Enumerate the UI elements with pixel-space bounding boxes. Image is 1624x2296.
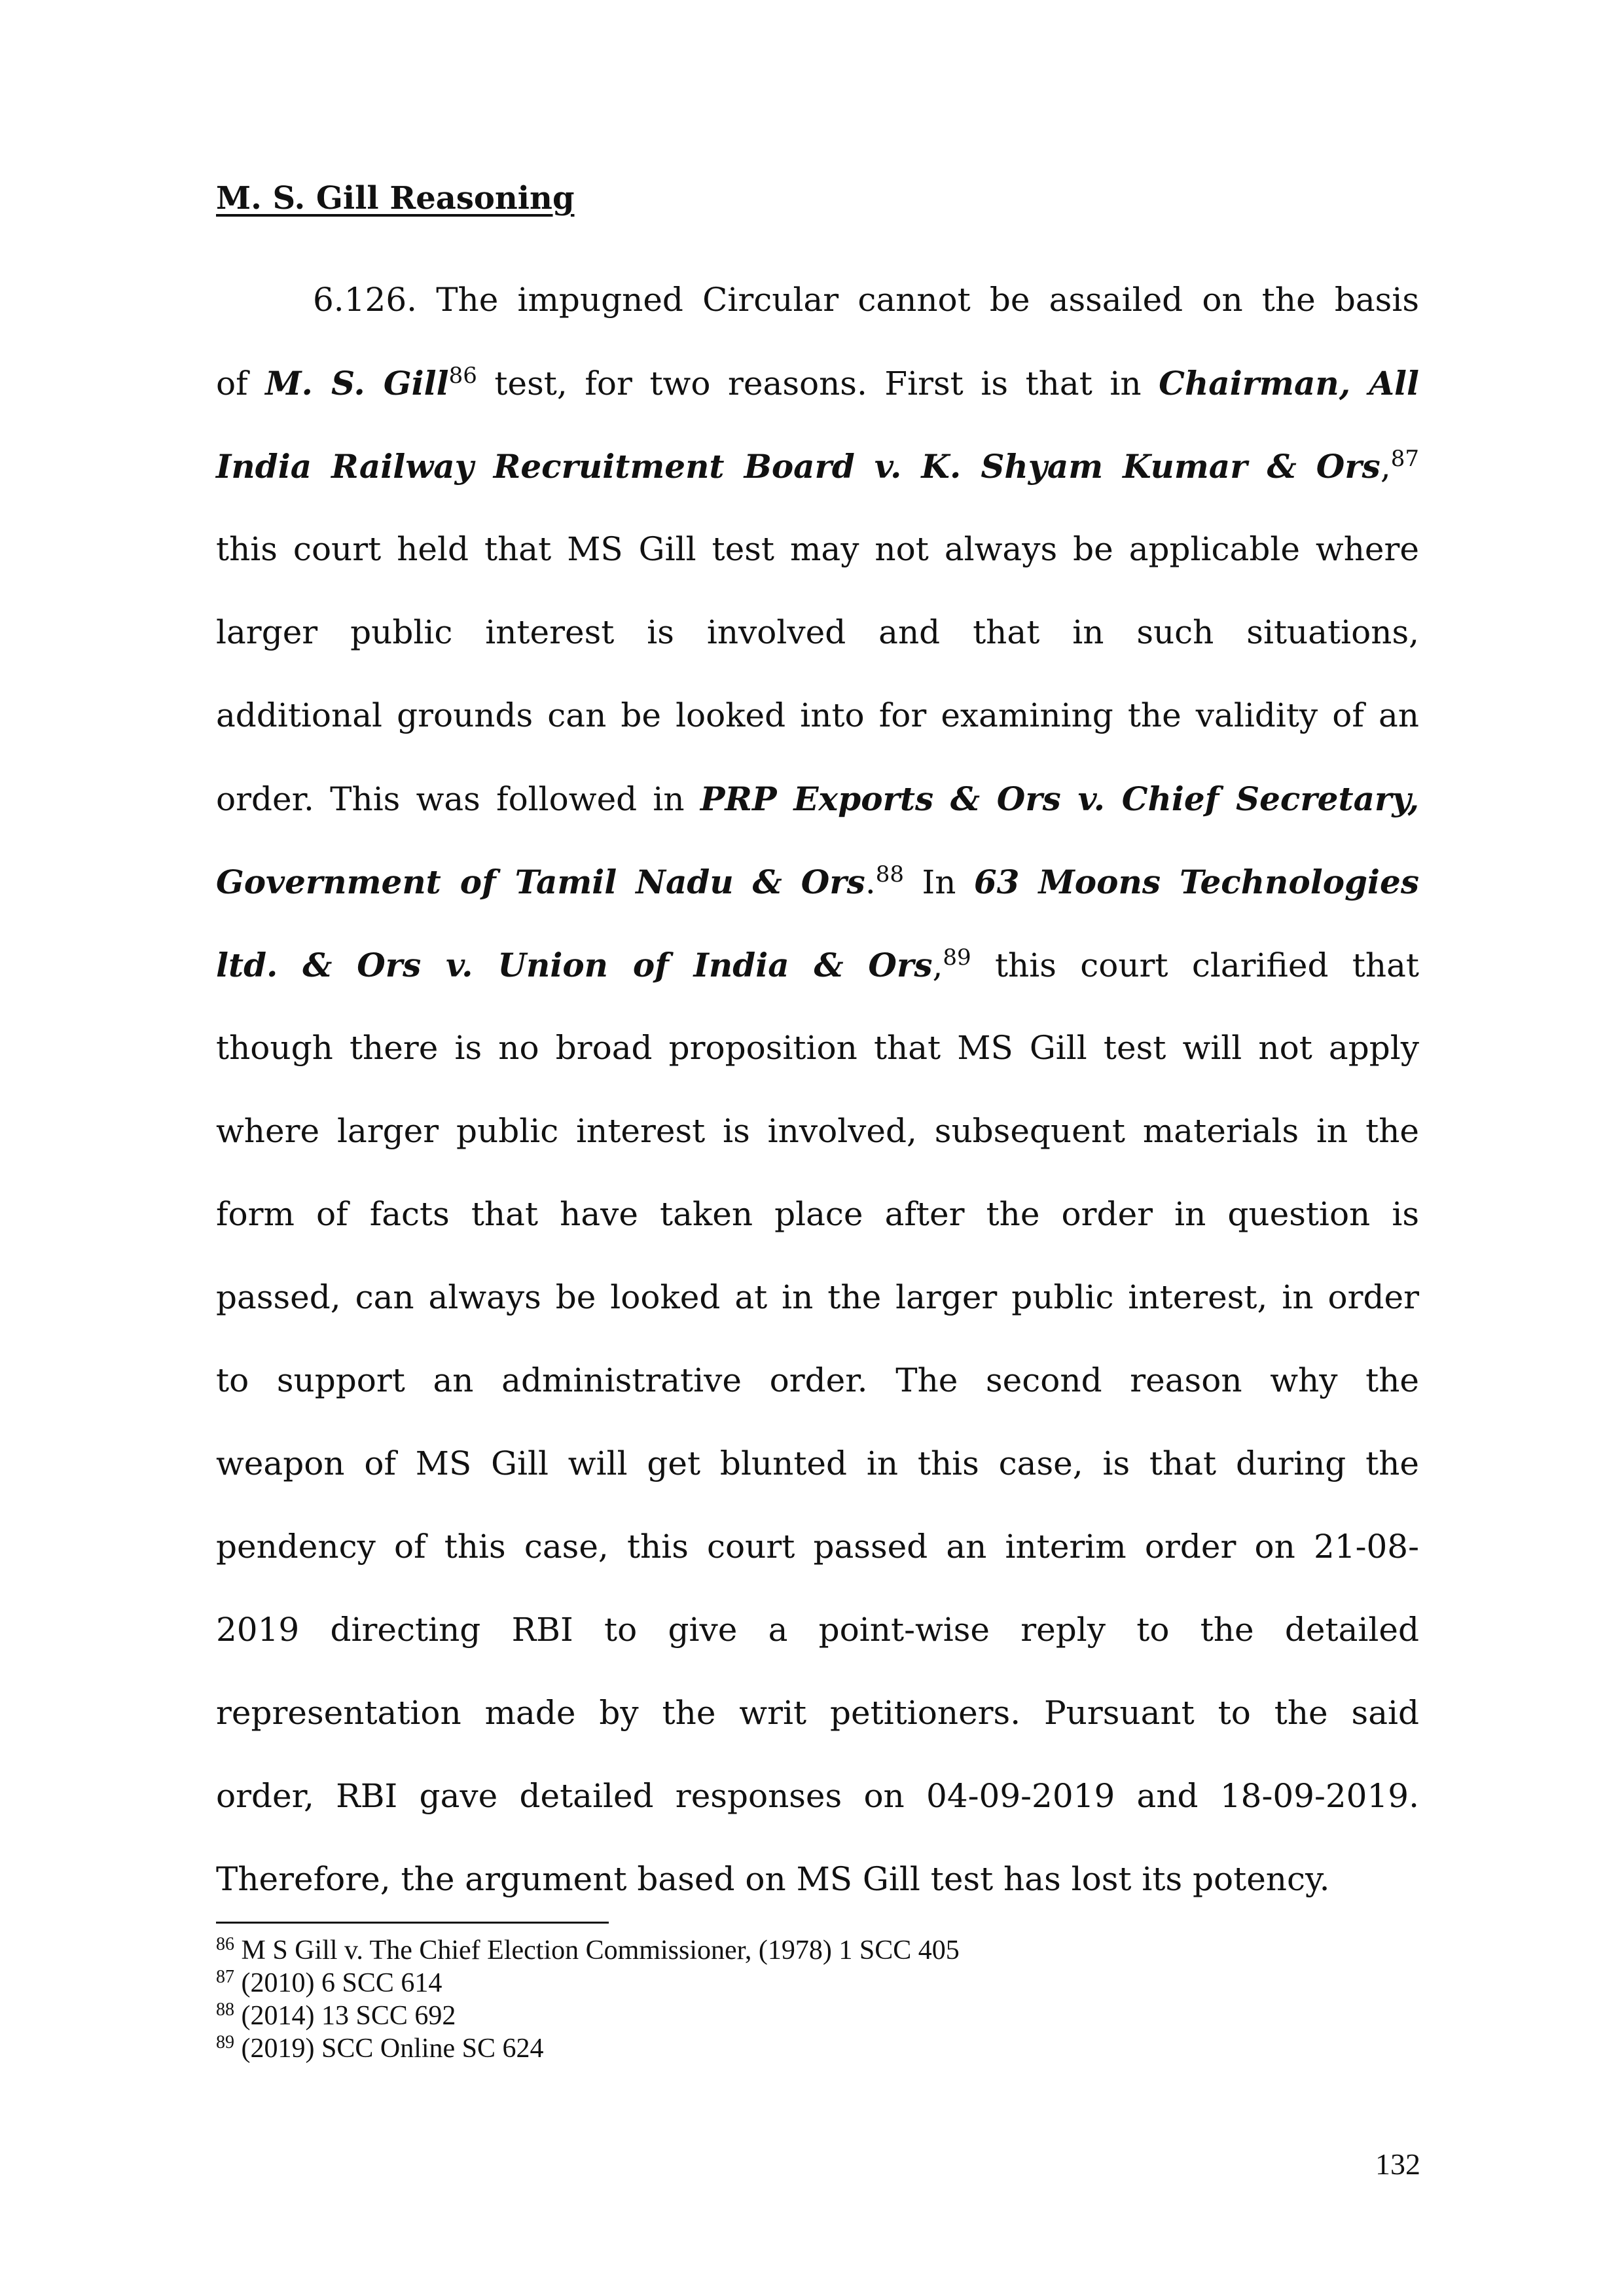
paragraph-line bbox=[216, 1256, 1419, 1339]
footnotes bbox=[216, 1934, 960, 2065]
paragraph-line bbox=[216, 591, 1419, 674]
case-citation: 63 Moons Technologies bbox=[973, 863, 1420, 901]
footnote-item bbox=[216, 1934, 960, 1967]
paragraph-line bbox=[216, 757, 1419, 840]
footnote-text: (2014) 13 SCC 692 bbox=[234, 2001, 456, 2031]
case-citation: Chairman, All bbox=[1159, 364, 1419, 403]
footnote-text: (2019) SCC Online SC 624 bbox=[234, 2034, 544, 2064]
paragraph-line bbox=[216, 1755, 1419, 1838]
case-citation: Government of Tamil Nadu & Ors bbox=[216, 863, 865, 901]
case-citation: M. S. Gill bbox=[265, 364, 449, 403]
paragraph-line bbox=[216, 674, 1419, 757]
paragraph-line bbox=[216, 1007, 1419, 1090]
paragraph-line bbox=[216, 342, 1419, 425]
footnote-ref: 89 bbox=[943, 944, 971, 971]
text-run: form of facts that have taken place after the order in question is bbox=[216, 1195, 1419, 1233]
text-run: pendency of this case, this court passed an interim order on 21-08- bbox=[216, 1528, 1419, 1566]
text-run: this court held that MS Gill test may not always be applicable where bbox=[216, 530, 1419, 568]
footnote-number: 87 bbox=[216, 1967, 234, 1987]
footnote-item bbox=[216, 1967, 960, 2000]
paragraph-line bbox=[216, 425, 1419, 508]
text-run: . bbox=[865, 863, 876, 901]
text-run: representation made by the writ petitioners. Pursuant to the said bbox=[216, 1694, 1419, 1732]
footnote-text: (2010) 6 SCC 614 bbox=[234, 1968, 442, 1998]
text-run: larger public interest is involved and that in such situations, bbox=[216, 613, 1419, 651]
text-run: passed, can always be looked at in the larger public interest, in order bbox=[216, 1278, 1419, 1316]
footnote-item bbox=[216, 2032, 960, 2065]
footnote-item bbox=[216, 2000, 960, 2032]
paragraph-line bbox=[216, 1422, 1419, 1505]
text-run: this court clarified that bbox=[971, 946, 1419, 984]
paragraph-line bbox=[216, 1505, 1419, 1588]
text-run: weapon of MS Gill will get blunted in this case, is that during the bbox=[216, 1444, 1419, 1482]
text-run: additional grounds can be looked into for examining the validity of an bbox=[216, 696, 1419, 734]
footnote-separator bbox=[216, 1922, 609, 1924]
footnote-number: 86 bbox=[216, 1934, 234, 1954]
paragraph-line bbox=[216, 1090, 1419, 1173]
text-run: , bbox=[932, 946, 943, 984]
paragraph-line bbox=[216, 508, 1419, 591]
text-run: Therefore, the argument based on MS Gill test has lost its potency. bbox=[216, 1860, 1330, 1898]
case-citation: ltd. & Ors v. Union of India & Ors bbox=[216, 946, 933, 984]
section-heading: M. S. Gill Reasoning bbox=[216, 180, 575, 217]
paragraph-line bbox=[216, 924, 1419, 1007]
text-run: order. This was followed in bbox=[216, 780, 700, 818]
page-number: 132 bbox=[1375, 2147, 1420, 2181]
paragraph-line bbox=[216, 1838, 1419, 1921]
footnote-ref: 87 bbox=[1390, 446, 1419, 472]
text-run: In bbox=[904, 863, 974, 901]
case-citation: India Railway Recruitment Board v. K. Shyam Kumar & Ors bbox=[216, 447, 1380, 486]
footnote-ref: 86 bbox=[448, 363, 477, 389]
body-paragraph bbox=[216, 259, 1419, 1921]
text-run: , bbox=[1380, 448, 1391, 486]
text-run: where larger public interest is involved, subsequent materials in the bbox=[216, 1112, 1419, 1150]
footnote-number: 88 bbox=[216, 2000, 234, 2020]
text-run: order, RBI gave detailed responses on 04-09-2019 and 18-09-2019. bbox=[216, 1777, 1419, 1815]
footnote-ref: 88 bbox=[875, 861, 904, 888]
text-run: 6.126. The impugned Circular cannot be assailed on the basis bbox=[313, 281, 1419, 319]
paragraph-line bbox=[216, 1588, 1419, 1672]
text-run: 2019 directing RBI to give a point-wise reply to the detailed bbox=[216, 1611, 1419, 1649]
text-run: of bbox=[216, 365, 266, 403]
footnote-text: M S Gill v. The Chief Election Commissioner, (1978) 1 SCC 405 bbox=[234, 1935, 960, 1965]
text-run: though there is no broad proposition that MS Gill test will not apply bbox=[216, 1029, 1419, 1067]
text-run: to support an administrative order. The second reason why the bbox=[216, 1361, 1419, 1399]
paragraph-line bbox=[216, 840, 1419, 924]
footnote-number: 89 bbox=[216, 2032, 234, 2053]
case-citation: PRP Exports & Ors v. Chief Secretary, bbox=[700, 780, 1419, 818]
paragraph-line bbox=[216, 1339, 1419, 1422]
paragraph-line bbox=[216, 259, 1419, 342]
text-run: test, for two reasons. First is that in bbox=[477, 365, 1159, 403]
paragraph-line bbox=[216, 1672, 1419, 1755]
paragraph-line bbox=[216, 1173, 1419, 1256]
